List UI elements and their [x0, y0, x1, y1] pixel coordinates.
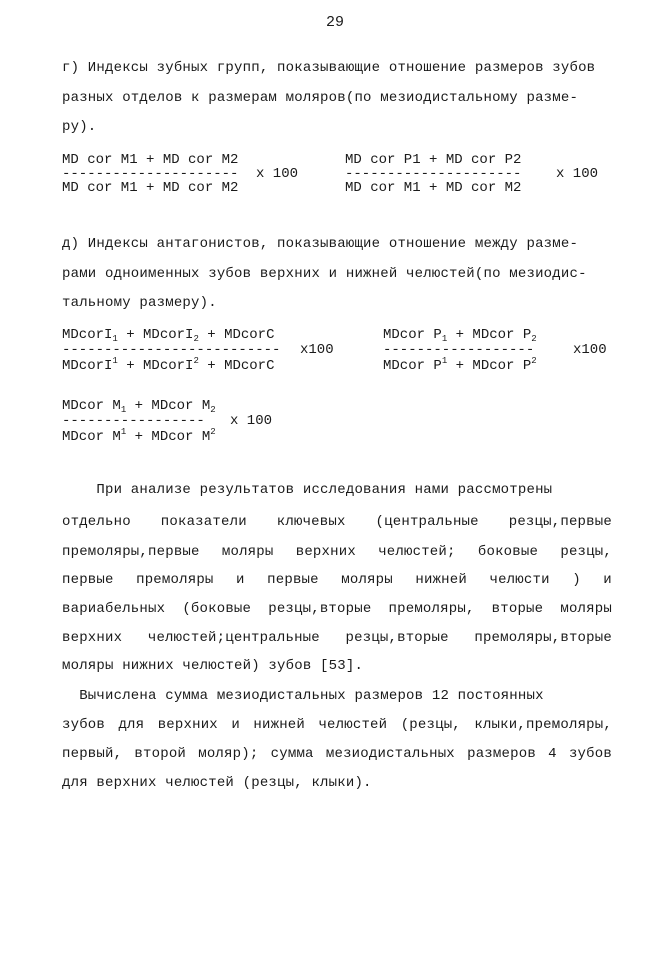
paragraph-2-line-1: Вычислена сумма мезиодистальных размеров 12 постоянных [62, 688, 544, 704]
formula-multiplier: x100 [300, 342, 334, 358]
paragraph-1-line-2 [62, 514, 612, 530]
formula-denominator: MD cor M1 + MD cor M2 [62, 180, 239, 196]
word: и [236, 572, 245, 588]
page-number: 29 [325, 14, 344, 31]
word: (резцы, [400, 717, 461, 733]
word: премоляры,первые [62, 544, 200, 560]
word: премоляры, [388, 601, 475, 617]
formula-numerator: MDcor $P_1$ + MDcor $P_2$ [383, 327, 537, 344]
paragraph-1-line-6 [62, 630, 612, 646]
formula-multiplier: x 100 [230, 413, 273, 429]
word: первые [62, 572, 114, 588]
word: челюстей [318, 717, 388, 733]
word: челюстей;центральные [147, 630, 320, 646]
word: зубов [62, 717, 106, 733]
word: челюсти [489, 572, 550, 588]
section-d-line-3: тальному размеру). [62, 295, 217, 311]
word: вторые [491, 601, 544, 617]
word: зубов [568, 746, 612, 762]
word: ) [572, 572, 581, 588]
word: (центральные [375, 514, 479, 530]
word: первый, [62, 746, 123, 762]
word: сумма [270, 746, 314, 762]
word: для [118, 717, 145, 733]
paragraph-1-line-5 [62, 601, 612, 617]
word: моляры [221, 544, 274, 560]
word: верхних [295, 544, 356, 560]
word: резцы, [560, 544, 612, 560]
word: показатели [160, 514, 247, 530]
paragraph-1-line-7: моляры нижних челюстей) зубов [53]. [62, 658, 364, 674]
word: резцы,вторые [268, 601, 372, 617]
formula-denominator: MDcorI$^1$ + MDcorI$^2$ + MDcorC [62, 356, 275, 374]
formula-denominator: MD cor M1 + MD cor M2 [345, 180, 522, 196]
word: моляры [560, 601, 612, 617]
word: премоляры,вторые [474, 630, 612, 646]
word: клыки,премоляры, [474, 717, 612, 733]
word: резцы,первые [508, 514, 612, 530]
paragraph-2-line-2 [62, 717, 612, 733]
formula-numerator: MD cor P1 + MD cor P2 [345, 152, 522, 168]
word: нижней [415, 572, 467, 588]
section-g-line-3: ру). [62, 119, 97, 135]
word: и [603, 572, 612, 588]
section-g-line-1: г) Индексы зубных групп, показывающие отношение размеров зубов [62, 60, 596, 76]
formula-multiplier: x 100 [556, 166, 599, 182]
word: 4 [548, 746, 557, 762]
word: отдельно [62, 514, 131, 530]
word: ключевых [276, 514, 346, 530]
word: резцы,вторые [345, 630, 449, 646]
section-g-line-2: разных отделов к размерам моляров(по мезиодистальному разме- [62, 90, 579, 106]
word: мезиодистальных [325, 746, 455, 762]
section-d-line-1: д) Индексы антагонистов, показывающие отношение между разме- [62, 236, 579, 252]
word: моляры [341, 572, 393, 588]
word: размеров [467, 746, 536, 762]
word: вариабельных [62, 601, 166, 617]
formula-numerator: MDcor $M_1$ + MDcor $M_2$ [62, 398, 216, 415]
formula-multiplier: x 100 [256, 166, 299, 182]
paragraph-2-line-4: для верхних челюстей (резцы, клыки). [62, 775, 372, 791]
paragraph-1-line-1: При анализе результатов исследования нами рассмотрены [62, 482, 553, 498]
word: нижней [253, 717, 306, 733]
section-d-line-2: рами одноименных зубов верхних и нижней челюстей(по мезиодис- [62, 266, 587, 282]
formula-fraction-line: --------------------- [345, 166, 522, 182]
formula-numerator: MD cor M1 + MD cor M2 [62, 152, 239, 168]
paragraph-2-line-3 [62, 746, 612, 762]
formula-denominator: MDcor $P^1$ + MDcor $P^2$ [383, 356, 537, 374]
word: челюстей; [378, 544, 456, 560]
formula-fraction-line: --------------------- [62, 166, 239, 182]
word: боковые [477, 544, 539, 560]
word: и [231, 717, 240, 733]
formula-multiplier: x100 [573, 342, 607, 358]
paragraph-1-line-4 [62, 572, 612, 588]
formula-fraction-line: -------------------------- [62, 342, 281, 358]
word: верхних [62, 630, 123, 646]
word: (боковые [182, 601, 252, 617]
word: премоляры [136, 572, 214, 588]
formula-denominator: MDcor $M^1$ + MDcor $M^2$ [62, 427, 216, 445]
paragraph-1-line-3 [62, 544, 612, 560]
word: моляр); [198, 746, 259, 762]
formula-fraction-line: ------------------ [383, 342, 535, 358]
formula-numerator: MDcorI$_1$ + MDcorI$_2$ + MDcorC [62, 327, 275, 344]
word: второй [134, 746, 187, 762]
word: верхних [157, 717, 218, 733]
formula-fraction-line: ----------------- [62, 413, 205, 429]
word: первые [267, 572, 319, 588]
